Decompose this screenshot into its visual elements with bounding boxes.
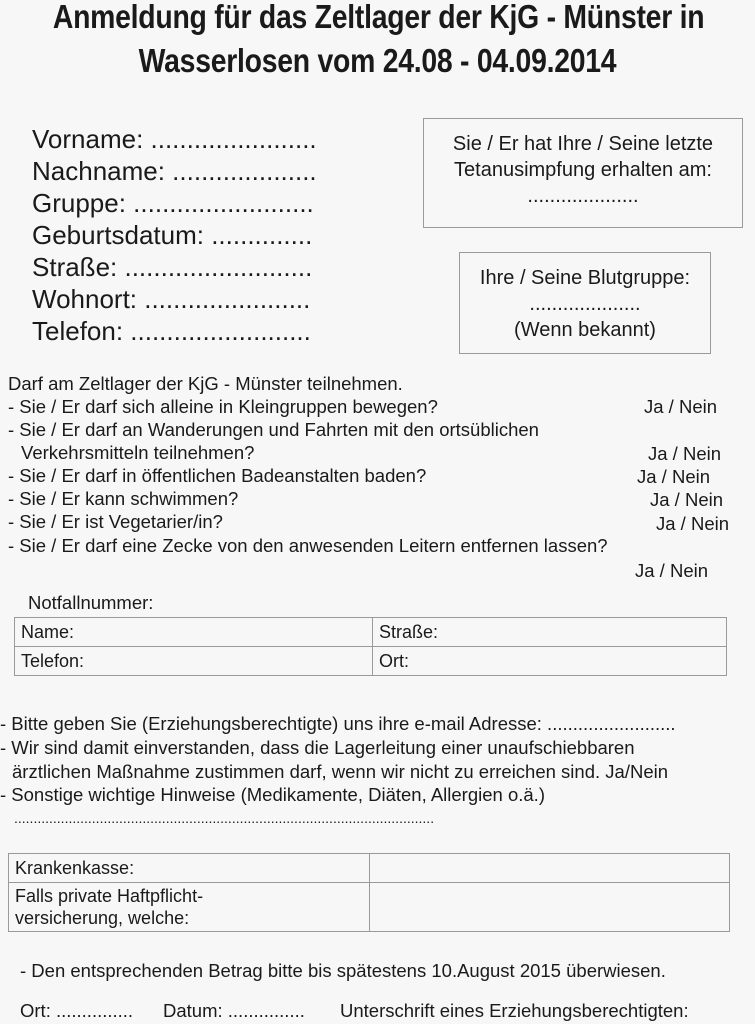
- emergency-name-cell[interactable]: Name:: [15, 618, 373, 647]
- liability-line-1: Falls private Haftpflicht-: [15, 886, 204, 906]
- question-hikes-line-2: Verkehrsmitteln teilnehmen?: [21, 442, 255, 463]
- email-request[interactable]: - Bitte geben Sie (Erziehungsberechtigte) uns ihre e-mail Adresse: .........................: [0, 713, 676, 734]
- field-phone[interactable]: Telefon: .........................: [32, 316, 311, 346]
- health-insurance-input[interactable]: [370, 854, 730, 883]
- medical-consent-line-2[interactable]: ärztlichen Maßnahme zustimmen darf, wenn wir nicht zu erreichen sind. Ja/Nein: [12, 761, 669, 782]
- payment-note: - Den entsprechenden Betrag bitte bis spätestens 10.August 2015 überwiesen.: [20, 960, 666, 981]
- medical-consent-line-1: - Wir sind damit einverstanden, dass die Lagerleitung einer unaufschiebbaren: [0, 737, 635, 758]
- emergency-heading: Notfallnummer:: [28, 592, 154, 613]
- tetanus-box: [423, 118, 743, 228]
- form-title-line-1: Anmeldung für das Zeltlager der KjG - Münster in: [52, 0, 705, 35]
- signature-date[interactable]: Datum: ...............: [163, 1000, 305, 1021]
- other-notes-label: - Sonstige wichtige Hinweise (Medikamente, Diäten, Allergien o.ä.): [0, 784, 545, 805]
- liability-insurance-label: [9, 883, 370, 932]
- field-last-name[interactable]: Nachname: ....................: [32, 156, 317, 186]
- form-title-line-2: Wasserlosen vom 24.08 - 04.09.2014: [138, 42, 617, 79]
- liability-insurance-input[interactable]: [370, 883, 730, 932]
- signature-guardian[interactable]: Unterschrift eines Erziehungsberechtigten:: [340, 1000, 689, 1021]
- question-public-baths: - Sie / Er darf in öffentlichen Badeanstalten baden?: [8, 465, 427, 486]
- tetanus-date-input[interactable]: ....................: [527, 185, 639, 207]
- field-group[interactable]: Gruppe: .........................: [32, 188, 314, 218]
- blood-type-input[interactable]: ....................: [529, 293, 641, 315]
- insurance-table: [8, 853, 730, 932]
- emergency-street-cell[interactable]: Straße:: [373, 618, 727, 647]
- question-tick-removal: - Sie / Er darf eine Zecke von den anwesenden Leitern entfernen lassen?: [8, 535, 608, 556]
- signature-place[interactable]: Ort: ...............: [20, 1000, 134, 1021]
- emergency-phone-cell[interactable]: Telefon:: [15, 647, 373, 676]
- blood-type-label: Ihre / Seine Blutgruppe:: [479, 267, 691, 289]
- other-notes-input[interactable]: ............................................................................................................: [14, 810, 435, 826]
- question-hikes-line-1: - Sie / Er darf an Wanderungen und Fahrten mit den ortsüblichen: [8, 419, 539, 440]
- question-vegetarian: - Sie / Er ist Vegetarier/in?: [8, 511, 223, 532]
- field-first-name[interactable]: Vorname: .......................: [32, 124, 317, 154]
- question-small-groups: - Sie / Er darf sich alleine in Kleingruppen bewegen?: [8, 396, 438, 417]
- field-street[interactable]: Straße: ..........................: [32, 252, 313, 282]
- liability-line-2: versicherung, welche:: [15, 908, 190, 928]
- answer-vegetarian[interactable]: Ja / Nein: [656, 513, 730, 534]
- question-swimming: - Sie / Er kann schwimmen?: [8, 488, 239, 509]
- blood-type-note: (Wenn bekannt): [514, 319, 656, 341]
- tetanus-line-1: Sie / Er hat Ihre / Seine letzte: [452, 133, 714, 155]
- answer-hikes[interactable]: Ja / Nein: [648, 443, 722, 464]
- answer-swimming[interactable]: Ja / Nein: [650, 489, 724, 510]
- field-city[interactable]: Wohnort: .......................: [32, 284, 311, 314]
- permissions-intro: Darf am Zeltlager der KjG - Münster teilnehmen.: [8, 373, 403, 394]
- answer-public-baths[interactable]: Ja / Nein: [637, 466, 711, 487]
- tetanus-line-2: Tetanusimpfung erhalten am:: [454, 159, 712, 181]
- blood-type-box: [459, 252, 711, 354]
- answer-small-groups[interactable]: Ja / Nein: [644, 396, 718, 417]
- field-birthdate[interactable]: Geburtsdatum: ..............: [32, 220, 313, 250]
- answer-tick-removal[interactable]: Ja / Nein: [635, 560, 709, 581]
- health-insurance-label: Krankenkasse:: [9, 854, 370, 883]
- emergency-city-cell[interactable]: Ort:: [373, 647, 727, 676]
- emergency-table: [14, 617, 727, 676]
